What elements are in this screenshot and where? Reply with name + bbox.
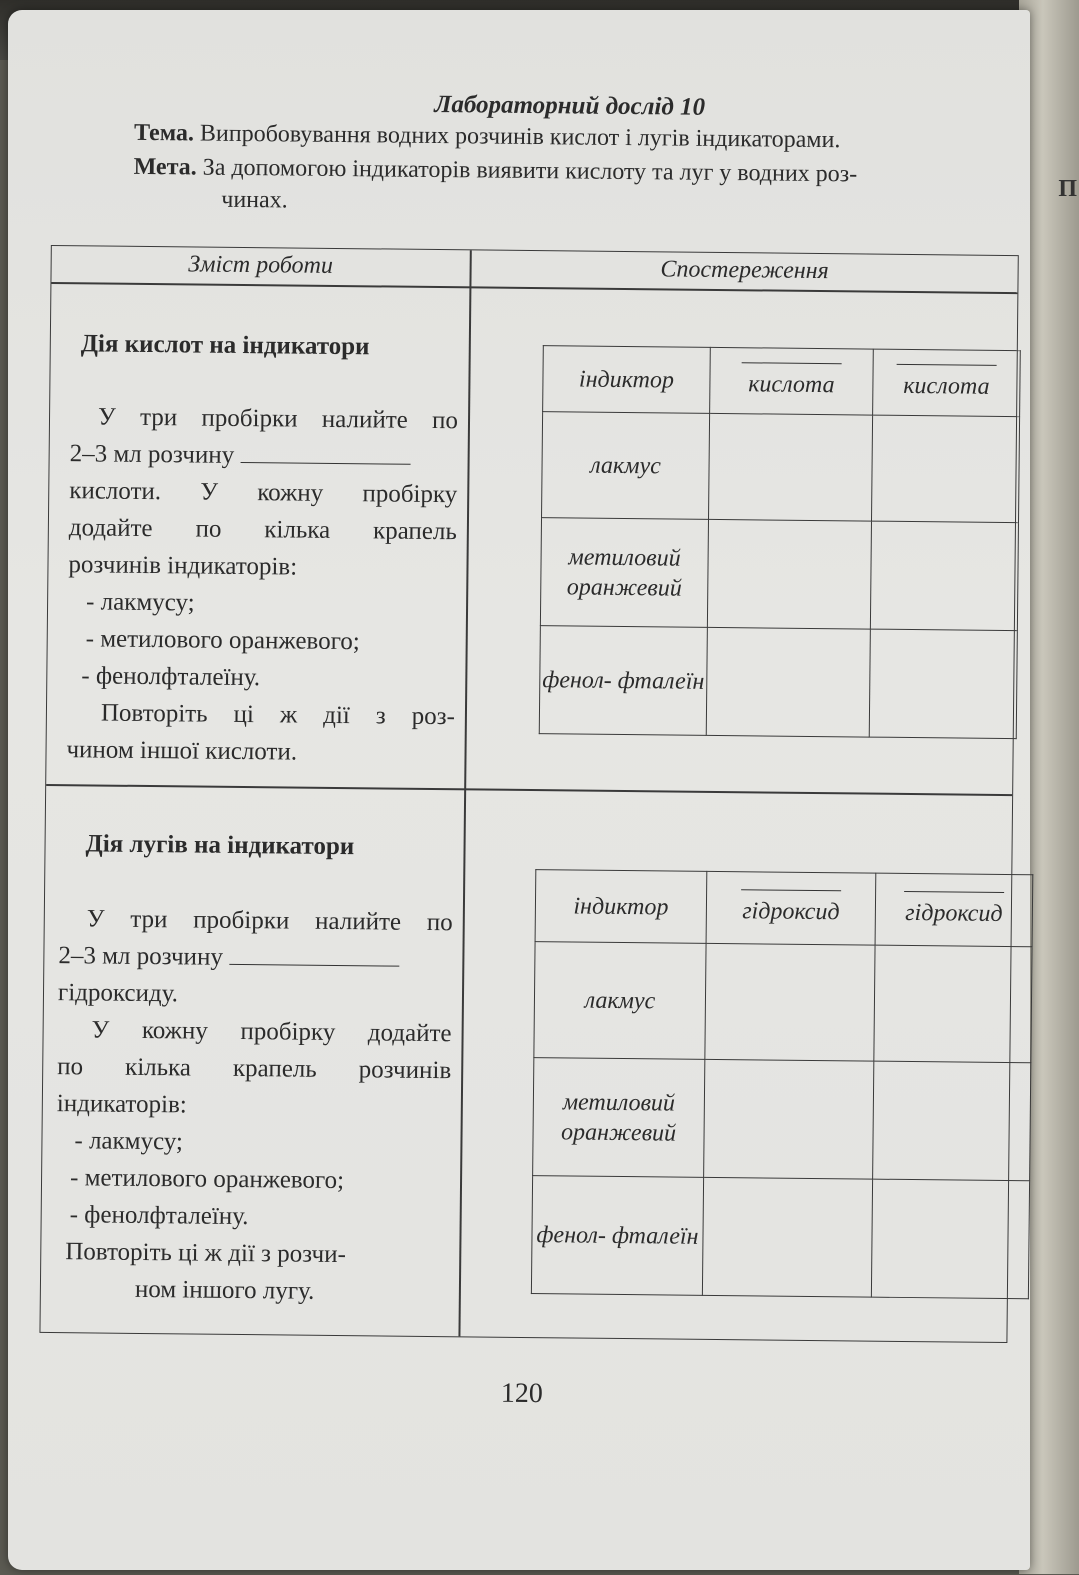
acids-line-2-text: 2–3 мл розчину [69, 440, 235, 469]
bases-line-10: Повторіть ці ж дії з розчи- [65, 1238, 347, 1269]
bases-line-11: ном іншого лугу. [134, 1275, 315, 1305]
acids-row-phenolphthalein: фенол- фталеїн [539, 626, 707, 736]
acids-col-acid-1 [710, 347, 874, 415]
column-divider [458, 250, 471, 1336]
bases-line-8: - метилового оранжевого; [69, 1164, 345, 1195]
bases-row-phenolphthalein: фенол- фталеїн [531, 1176, 703, 1296]
bases-section-title: Дія лугів на індикатори [85, 830, 355, 861]
acid-2-blank[interactable] [897, 364, 997, 366]
meta-line [134, 154, 858, 189]
acids-line-7: - метилового оранжевого; [85, 625, 360, 656]
page-number: 120 [500, 1377, 544, 1410]
acids-col-acid-2-label: кислота [903, 372, 990, 400]
acids-col-acid-2 [873, 349, 1021, 417]
acids-cell-mo-2[interactable] [870, 521, 1018, 631]
acids-line-1: У три пробірки налийте по [97, 403, 459, 435]
acids-line-9: Повторіть ці ж дії з роз- [100, 699, 456, 731]
col-header-content: Зміст роботи [188, 251, 334, 279]
acids-line-5: розчинів індикаторів: [68, 551, 298, 581]
meta-label: Мета. [133, 153, 197, 181]
acids-cell-litmus-1[interactable] [709, 413, 873, 521]
acids-cell-pp-2[interactable] [869, 629, 1017, 739]
acids-instructions [66, 398, 458, 772]
bases-cell-mo-2[interactable] [873, 1061, 1031, 1181]
acids-cell-mo-1[interactable] [707, 519, 871, 629]
acids-line-4: додайте по кілька крапель [68, 514, 458, 546]
bases-cell-pp-2[interactable] [871, 1179, 1029, 1299]
bases-line-7: - лакмусу; [74, 1127, 184, 1156]
tema-label: Тема. [133, 119, 195, 147]
bases-observation-table [531, 869, 1033, 1299]
bases-line-5: по кілька крапель розчинів [57, 1053, 452, 1085]
bases-col-hydroxide-1 [706, 871, 876, 945]
lab-table [39, 245, 1018, 1343]
acids-col-indicator: індиктор [543, 346, 711, 414]
bases-col-hydroxide-1-label: гідроксид [742, 898, 840, 926]
bases-line-2 [58, 937, 452, 978]
acids-line-10: чином іншої кислоти. [66, 736, 298, 766]
acids-line-6: - лакмусу; [85, 588, 195, 617]
bases-line-1: У три пробірки налийте по [86, 905, 453, 937]
bases-col-hydroxide-2 [875, 873, 1033, 947]
bases-line-6: індикаторів: [56, 1090, 187, 1119]
acid-1-blank[interactable] [742, 362, 842, 364]
acids-col-acid-1-label: кислота [748, 371, 835, 399]
bases-line-3: гідроксиду. [57, 979, 179, 1008]
hydroxide-2-blank[interactable] [904, 891, 1004, 893]
next-page-fragment: П [1058, 176, 1077, 202]
acids-line-2 [69, 435, 457, 476]
bases-cell-mo-1[interactable] [704, 1059, 874, 1179]
page-title: Лабораторний дослід 10 [434, 90, 706, 121]
hydroxide-1-blank[interactable] [741, 889, 841, 891]
bases-cell-litmus-2[interactable] [874, 945, 1032, 1063]
bases-cell-pp-1[interactable] [702, 1177, 872, 1297]
bases-line-2-text: 2–3 мл розчину [58, 942, 224, 971]
bases-line-9: - фенолфталеїну. [69, 1201, 249, 1231]
workbook-page [8, 10, 1030, 1570]
acids-cell-litmus-2[interactable] [871, 415, 1019, 523]
acids-line-3: кислоти. У кожну пробірку [69, 477, 458, 509]
bases-instructions [55, 900, 453, 1311]
bases-col-indicator: індиктор [535, 870, 707, 944]
bases-row-methyl-orange: метиловий оранжевий [533, 1058, 705, 1178]
tema-line [134, 120, 841, 154]
meta-text: За допомогою індикаторів виявити кислоту та луг у водних роз- [202, 154, 858, 188]
base-name-blank[interactable] [229, 942, 399, 967]
bases-col-hydroxide-2-label: гідроксид [905, 899, 1003, 927]
meta-line-2: чинах. [221, 186, 288, 214]
acids-cell-pp-1[interactable] [706, 627, 870, 737]
bases-line-4: У кожну пробірку додайте [91, 1016, 452, 1048]
acids-row-methyl-orange: метиловий оранжевий [540, 518, 708, 628]
acids-line-8: - фенолфталеїну. [81, 662, 261, 692]
acid-name-blank[interactable] [240, 440, 410, 465]
acids-observation-table [539, 345, 1021, 739]
acids-section-title: Дія кислот на індикатори [80, 330, 370, 361]
tema-text: Випробовування водних розчинів кислот і лугів індикаторами. [199, 120, 841, 154]
bases-cell-litmus-1[interactable] [705, 943, 875, 1061]
col-header-observations: Спостереження [660, 256, 829, 285]
section-divider [46, 784, 1012, 796]
bases-row-litmus: лакмус [534, 942, 706, 1060]
acids-row-litmus: лакмус [542, 412, 710, 520]
